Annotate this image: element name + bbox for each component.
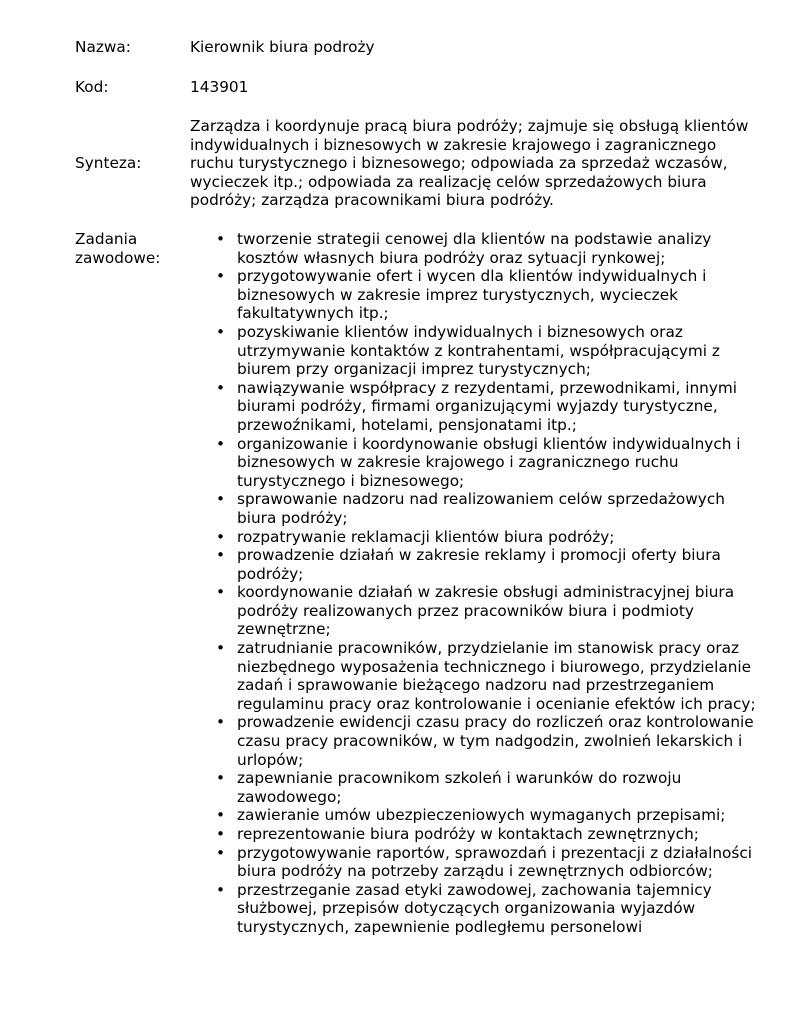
task-text: prowadzenie ewidencji czasu pracy do rozliczeń oraz kontrolowanie czasu pracy pracowników, w tym nadgodzin, zwolnień lekarskich i urlopów; — [237, 713, 754, 769]
task-item — [190, 528, 765, 547]
task-text: przygotowywanie ofert i wycen dla klientów indywidualnych i biznesowych w zakresie imprez turystycznych, wycieczek fakultatywnych itp.; — [237, 267, 707, 323]
bullet-icon: • — [216, 490, 226, 509]
task-text: rozpatrywanie reklamacji klientów biura podróży; — [237, 527, 615, 546]
task-item — [190, 435, 765, 491]
task-text: sprawowanie nadzoru nad realizowaniem celów sprzedażowych biura podróży; — [237, 490, 725, 527]
bullet-icon: • — [216, 806, 226, 825]
bullet-icon: • — [216, 639, 226, 658]
task-text: przygotowywanie raportów, sprawozdań i prezentacji z działalności biura podróży na potrzeby zarządu i zewnętrznych odbiorców; — [237, 843, 753, 881]
name-label: Nazwa: — [75, 38, 131, 56]
task-text: nawiązywanie współpracy z rezydentami, przewodnikami, innymi biurami podróży, firmami organizującymi wyjazdy turystyczne, przewoźnikami, hotelami, pensjonatami itp.; — [237, 378, 738, 434]
tasks-list — [190, 230, 765, 937]
task-text: tworzenie strategii cenowej dla klientów na podstawie analizy kosztów własnych biura podróży oraz sytuacji rynkowej; — [237, 230, 712, 267]
task-item — [190, 546, 765, 583]
bullet-icon: • — [216, 713, 226, 732]
task-item — [190, 490, 765, 527]
task-item — [190, 379, 765, 435]
task-item — [190, 713, 765, 769]
task-text: reprezentowanie biura podróży w kontaktach zewnętrznych; — [237, 825, 699, 843]
task-text: zapewnianie pracownikom szkoleń i warunków do rozwoju zawodowego; — [237, 769, 682, 806]
task-item — [190, 639, 765, 713]
task-text: koordynowanie działań w zakresie obsługi administracyjnej biura podróży realizowanych przez pracowników biura i podmioty zewnętrzne; — [237, 583, 735, 639]
bullet-icon: • — [216, 546, 226, 565]
bullet-icon: • — [216, 825, 226, 843]
synthesis-value: Zarządza i koordynuje pracą biura podróży; zajmuje się obsługą klientów indywidualnych i biznesowych w zakresie krajowego i zagranicznego ruchu turystycznego i biznesowego; odpowiada za sprzedaż wczasów, wycieczek itp.; odpowiada za realizację celów sprzedażowych biura podróży; zarządza pracownikami biura podróży. — [190, 117, 749, 210]
task-item — [190, 825, 765, 844]
bullet-icon: • — [216, 583, 226, 602]
task-item — [190, 844, 765, 881]
bullet-icon: • — [216, 769, 226, 788]
bullet-icon: • — [216, 434, 226, 453]
bullet-icon: • — [216, 843, 226, 862]
bullet-icon: • — [216, 527, 226, 546]
task-text: organizowanie i koordynowanie obsługi klientów indywidualnych i biznesowych w zakresie krajowego i zagranicznego ruchu turystycznego i biznesowego; — [237, 434, 741, 490]
name-value: Kierownik biura podroży — [190, 38, 375, 56]
code-value: 143901 — [190, 78, 249, 96]
task-item — [190, 806, 765, 825]
task-item — [190, 881, 765, 937]
task-text: pozyskiwanie klientów indywidualnych i biznesowych oraz utrzymywanie kontaktów z kontrahentami, współpracującymi z biurem przy organizacji imprez turystycznych; — [237, 322, 720, 379]
synthesis-label: Synteza: — [75, 154, 142, 172]
task-text: prowadzenie działań w zakresie reklamy i promocji oferty biura podróży; — [237, 546, 721, 583]
bullet-icon: • — [216, 378, 226, 397]
task-item — [190, 267, 765, 323]
task-item — [190, 323, 765, 379]
task-item — [190, 769, 765, 806]
task-item — [190, 230, 765, 267]
task-item — [190, 583, 765, 639]
task-text: zawieranie umów ubezpieczeniowych wymaganych przepisami; — [237, 806, 726, 825]
synthesis-row — [0, 117, 791, 212]
tasks-label-line1: Zadania — [75, 230, 138, 248]
bullet-icon: • — [216, 880, 226, 899]
tasks-label-line2: zawodowe: — [75, 248, 161, 267]
code-label: Kod: — [75, 78, 109, 96]
bullet-icon: • — [216, 322, 226, 341]
bullet-icon: • — [216, 230, 226, 248]
bullet-icon: • — [216, 267, 226, 286]
task-text: przestrzeganie zasad etyki zawodowej, zachowania tajemnicy służbowej, przepisów dotyczących organizowania wyjazdów turystycznych, zapewnienie podległemu personelowi — [237, 880, 712, 936]
task-text: zatrudnianie pracowników, przydzielanie im stanowisk pracy oraz niezbędnego wyposażenia technicznego i biurowego, przydzielanie zadań i sprawowanie bieżącego nadzoru nad przestrzeganiem regulaminu pracy oraz kontrolowanie i ocenianie efektów ich pracy; — [237, 639, 756, 713]
tasks-label — [75, 230, 185, 267]
